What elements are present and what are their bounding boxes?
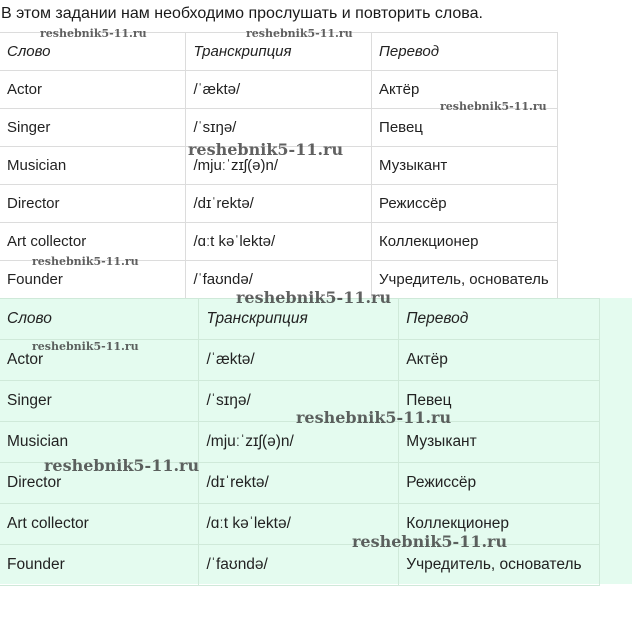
cell-translation: Певец [399,381,600,422]
watermark: reshebnik5-11.ru [246,27,353,40]
cell-word: Singer [0,109,186,147]
cell-transcription: /mjuːˈzɪʃ(ə)n/ [199,422,399,463]
header-transcription: Транскрипция [186,33,372,71]
table-row [0,381,600,422]
watermark: reshebnik5-11.ru [296,408,452,427]
cell-transcription: /ˈsɪŋə/ [199,381,399,422]
task-intro: В этом задании нам необходимо прослушать и повторить слова. [1,5,483,22]
cell-translation: Режиссёр [399,463,600,504]
cell-word: Singer [0,381,199,422]
table-row [0,147,558,185]
header-translation: Перевод [399,299,600,340]
header-transcription: Транскрипция [199,299,399,340]
cell-transcription: /dɪˈrektə/ [199,463,399,504]
vocabulary-table-2 [0,298,600,586]
table-row [0,504,600,545]
cell-word: Musician [0,422,199,463]
cell-word: Musician [0,147,186,185]
table-row [0,261,558,299]
cell-word: Art collector [0,504,199,545]
cell-transcription: /ˈæktə/ [186,71,372,109]
cell-translation: Коллекционер [399,504,600,545]
cell-translation: Режиссёр [372,185,558,223]
header-word: Слово [0,33,186,71]
watermark: reshebnik5-11.ru [440,100,547,113]
watermark: reshebnik5-11.ru [32,340,139,353]
cell-transcription: /dɪˈrektə/ [186,185,372,223]
table-row [0,223,558,261]
cell-translation: Актёр [372,71,558,109]
cell-transcription: /ˈæktə/ [199,340,399,381]
cell-word: Founder [0,545,199,586]
cell-word: Actor [0,71,186,109]
table-header-row [0,299,600,340]
cell-translation: Учредитель, основатель [399,545,600,586]
table-row [0,545,600,586]
header-translation: Перевод [372,33,558,71]
cell-transcription: /ˈfaʊndə/ [186,261,372,299]
cell-translation: Певец [372,109,558,147]
cell-translation: Коллекционер [372,223,558,261]
vocabulary-table-1 [0,32,558,299]
cell-word: Director [0,185,186,223]
watermark: reshebnik5-11.ru [352,532,508,551]
cell-translation: Учредитель, основатель [372,261,558,299]
header-word: Слово [0,299,199,340]
cell-word: Art collector [0,223,186,261]
cell-translation: Актёр [399,340,600,381]
cell-transcription: /mjuːˈzɪʃ(ə)n/ [186,147,372,185]
cell-transcription: /ˈsɪŋə/ [186,109,372,147]
cell-word: Founder [0,261,186,299]
watermark: reshebnik5-11.ru [32,255,139,268]
cell-word: Actor [0,340,199,381]
cell-transcription: /ɑːt kəˈlektə/ [199,504,399,545]
cell-word: Director [0,463,199,504]
watermark: reshebnik5-11.ru [236,288,392,307]
cell-translation: Музыкант [399,422,600,463]
table-row [0,463,600,504]
cell-transcription: /ɑːt kəˈlektə/ [186,223,372,261]
table-row [0,109,558,147]
cell-transcription: /ˈfaʊndə/ [199,545,399,586]
cell-translation: Музыкант [372,147,558,185]
watermark: reshebnik5-11.ru [40,27,147,40]
table-row [0,422,600,463]
watermark: reshebnik5-11.ru [44,456,200,475]
table-row [0,340,600,381]
answer-block [0,298,632,584]
watermark: reshebnik5-11.ru [188,140,344,159]
table-header-row [0,33,558,71]
table-row [0,185,558,223]
table-row [0,71,558,109]
